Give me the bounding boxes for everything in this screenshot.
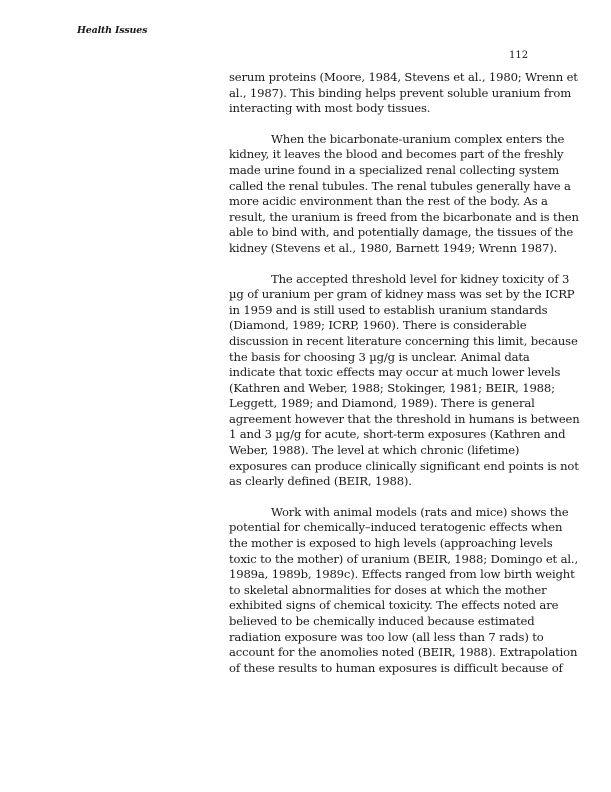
- text-line: 1989a, 1989b, 1989c). Effects ranged from low birth weight: [229, 567, 575, 582]
- text-line: (Diamond, 1989; ICRP, 1960). There is considerable: [229, 318, 527, 333]
- paragraph-1: [229, 70, 578, 117]
- paragraph-4: [229, 504, 578, 677]
- running-head: Health Issues: [77, 25, 148, 36]
- text-line: discussion in recent literature concerning this limit, because: [229, 333, 578, 348]
- paragraph-3: [229, 271, 580, 490]
- text-line: believed to be chemically induced because estimated: [229, 614, 535, 628]
- page-number: 112: [509, 50, 529, 61]
- text-line: result, the uranium is freed from the bicarbonate and is then: [229, 209, 579, 224]
- text-line: the mother is exposed to high levels (approaching levels: [229, 536, 553, 551]
- text-line: able to bind with, and potentially damage, the tissues of the: [229, 225, 574, 240]
- text-line: The accepted threshold level for kidney toxicity of 3: [271, 271, 570, 286]
- paragraph-2: [229, 131, 579, 257]
- text-line: made urine found in a specialized renal collecting system: [229, 162, 559, 177]
- text-line: µg of uranium per gram of kidney mass was set by the ICRP: [229, 287, 575, 302]
- text-line: interacting with most body tissues.: [229, 101, 431, 116]
- text-line: toxic to the mother) of uranium (BEIR, 1988; Domingo et al.,: [229, 551, 578, 566]
- text-line: serum proteins (Moore, 1984, Stevens et al., 1980; Wrenn et: [229, 70, 578, 84]
- text-line: potential for chemically–induced teratogenic effects when: [229, 520, 563, 535]
- text-line: account for the anomolies noted (BEIR, 1988). Extrapolation: [229, 645, 578, 660]
- text-line: the basis for choosing 3 µg/g is unclear. Animal data: [229, 349, 530, 364]
- text-line: Weber, 1988). The level at which chronic (lifetime): [229, 443, 520, 458]
- text-line: Work with animal models (rats and mice) shows the: [271, 504, 569, 519]
- text-line: as clearly defined (BEIR, 1988).: [229, 474, 412, 489]
- text-line: kidney (Stevens et al., 1980, Barnett 1949; Wrenn 1987).: [229, 240, 558, 255]
- text-line: When the bicarbonate-uranium complex enters the: [271, 131, 565, 146]
- text-line: of these results to human exposures is difficult because of: [229, 660, 563, 675]
- text-line: 1 and 3 µg/g for acute, short-term exposures (Kathren and: [229, 427, 566, 442]
- text-line: (Kathren and Weber, 1988; Stokinger, 1981; BEIR, 1988;: [229, 380, 555, 395]
- text-line: in 1959 and is still used to establish uranium standards: [229, 302, 548, 317]
- body-text: [229, 70, 580, 691]
- text-line: more acidic environment than the rest of the body. As a: [229, 194, 548, 209]
- text-line: exposures can produce clinically significant end points is not: [229, 458, 579, 473]
- text-line: called the renal tubules. The renal tubules generally have a: [229, 178, 571, 193]
- text-line: indicate that toxic effects may occur at much lower levels: [229, 365, 561, 380]
- text-line: kidney, it leaves the blood and becomes part of the freshly: [229, 147, 564, 162]
- text-line: Leggett, 1989; and Diamond, 1989). There is general: [229, 396, 535, 411]
- text-line: radiation exposure was too low (all less than 7 rads) to: [229, 629, 544, 644]
- text-line: to skeletal abnormalities for doses at which the mother: [229, 582, 547, 597]
- text-line: al., 1987). This binding helps prevent soluble uranium from: [229, 85, 572, 100]
- text-line: agreement however that the threshold in humans is between: [229, 411, 580, 426]
- text-line: exhibited signs of chemical toxicity. The effects noted are: [229, 598, 559, 613]
